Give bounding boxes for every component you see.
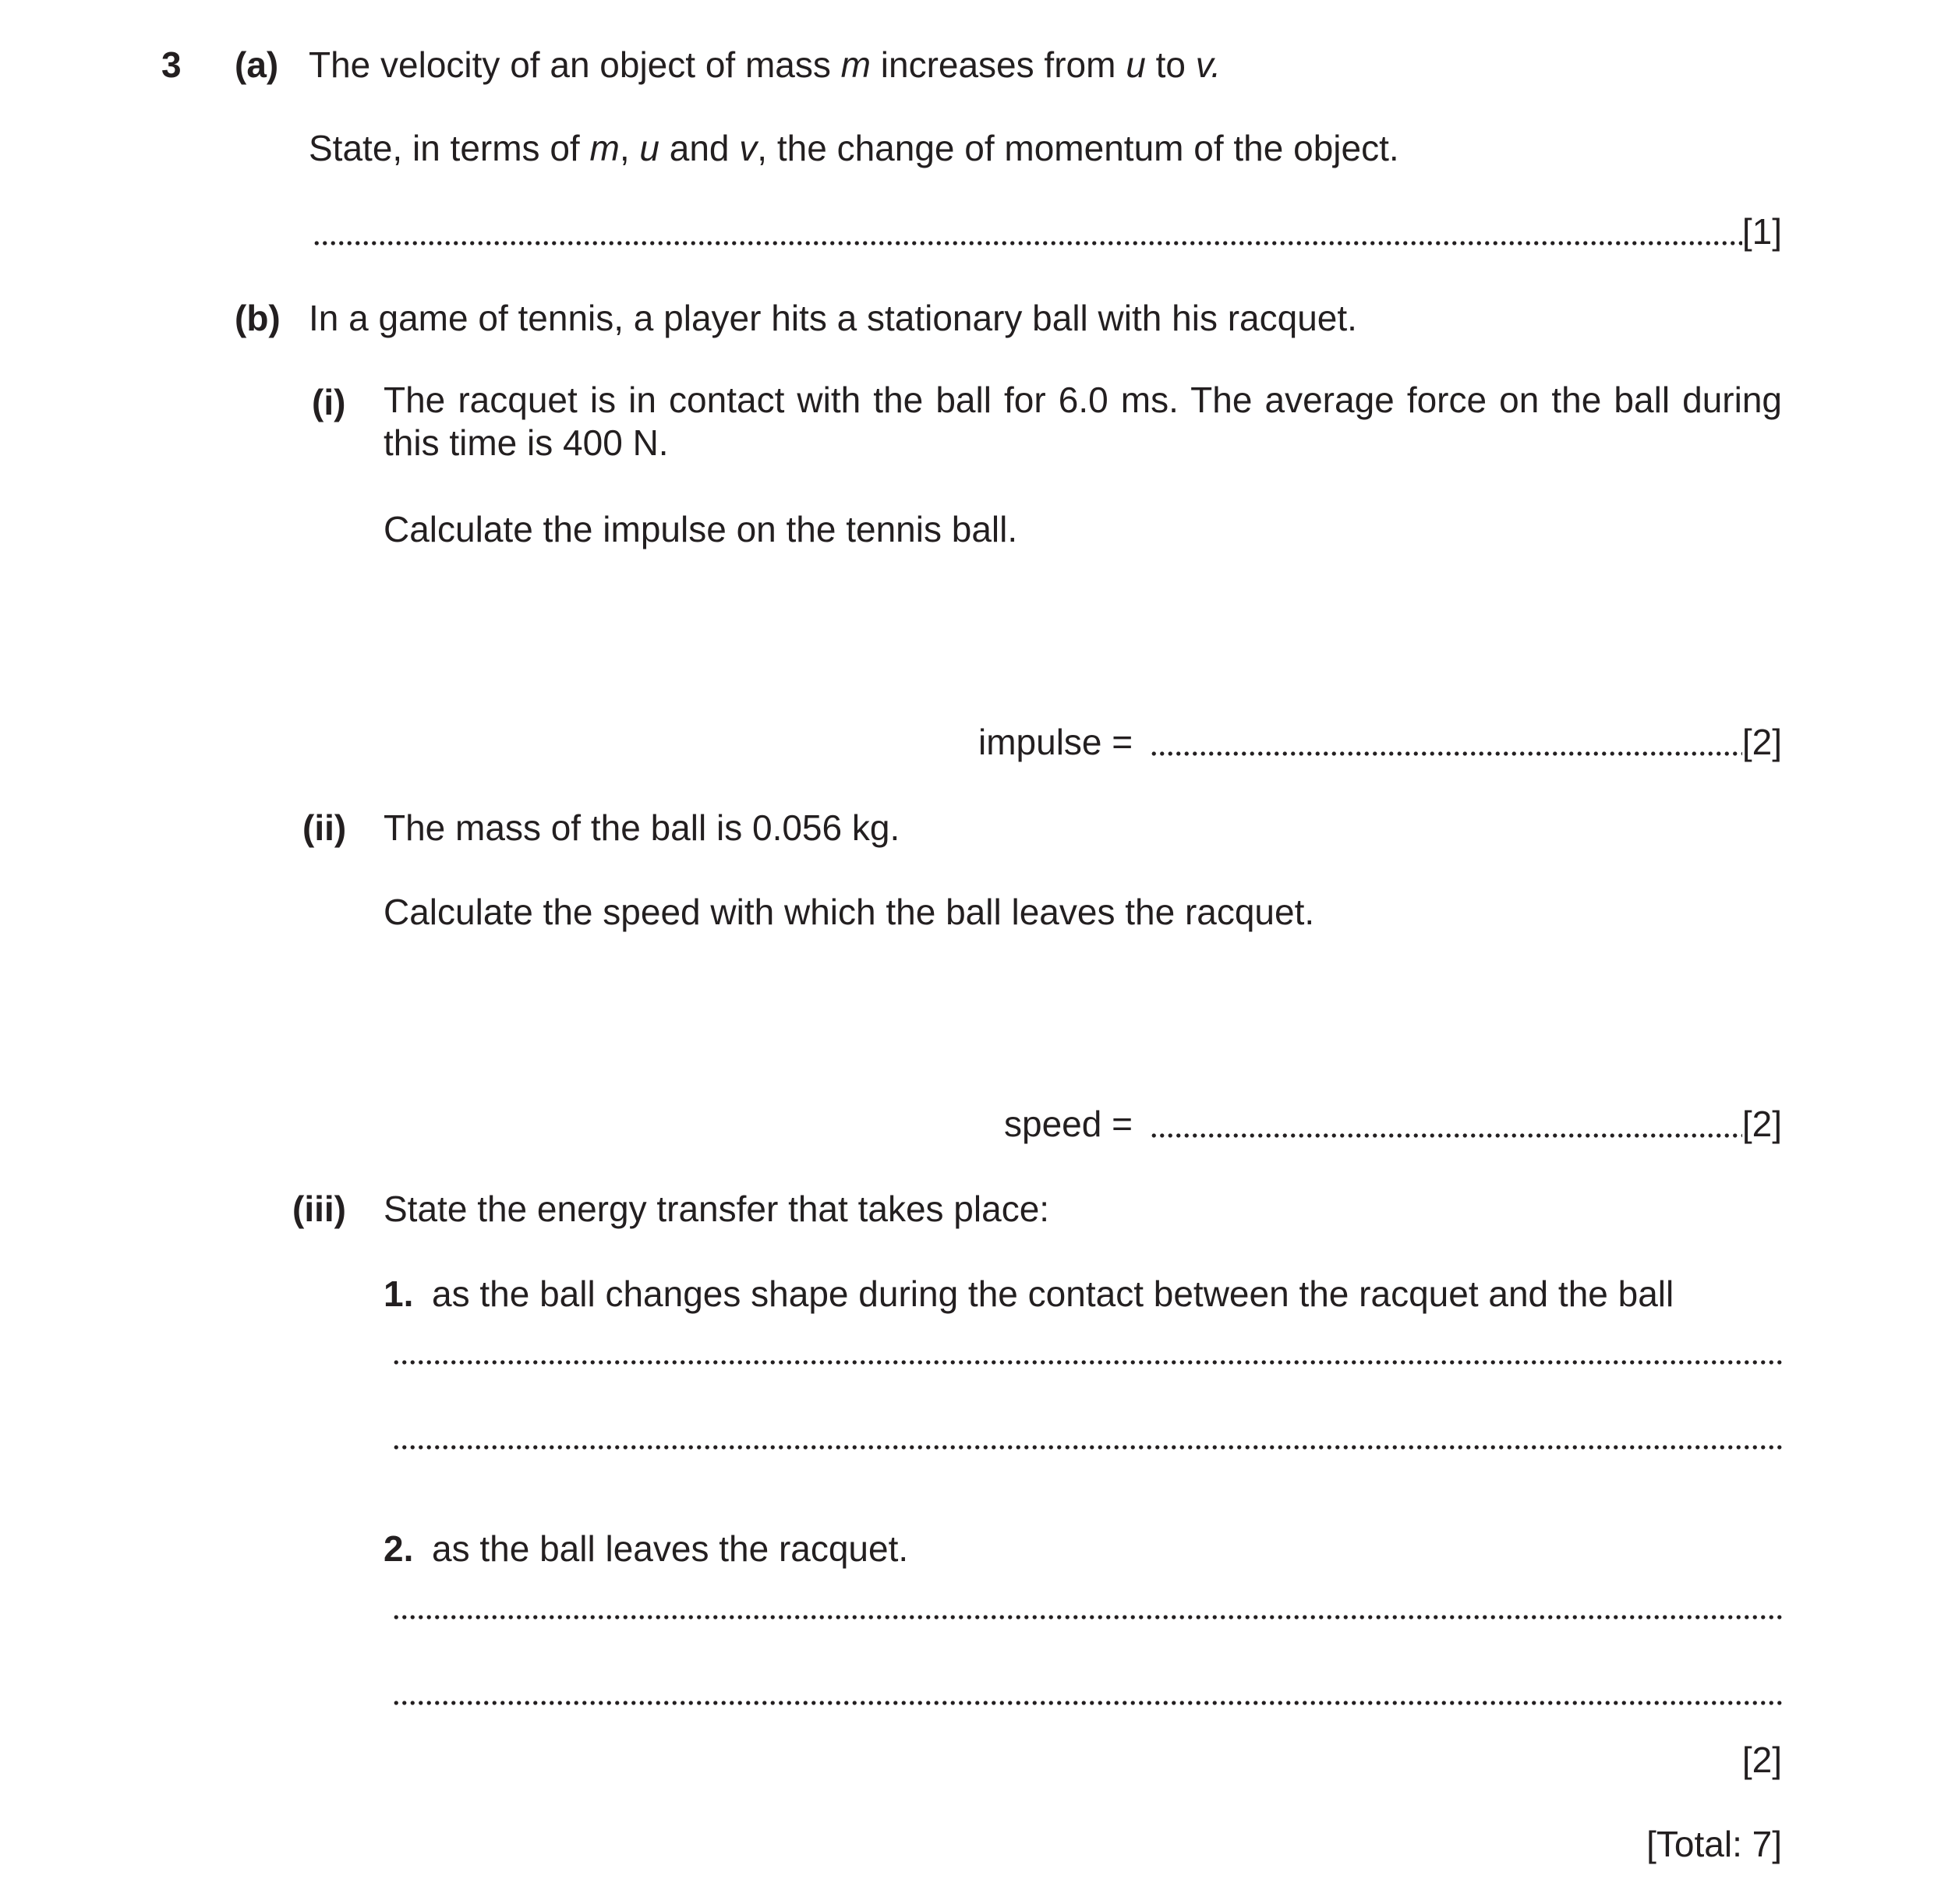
- question-number: 3: [161, 44, 182, 85]
- item-1-text: as the ball changes shape during the contact between the racquet and the ball: [432, 1273, 1674, 1314]
- answer-dots[interactable]: [392, 1358, 1782, 1366]
- sub-i-label: (i): [312, 382, 346, 422]
- item-2-number: 2.: [384, 1528, 414, 1569]
- answer-dots[interactable]: [392, 1443, 1782, 1451]
- part-a-instr-text-2: ,: [619, 128, 640, 168]
- part-a-stem: [309, 44, 1222, 85]
- item-2-text: as the ball leaves the racquet.: [432, 1528, 909, 1569]
- part-b-stem: In a game of tennis, a player hits a stationary ball with his racquet.: [309, 298, 1357, 338]
- instr-var-u: u: [639, 128, 659, 168]
- answer-dots[interactable]: [1150, 1132, 1742, 1139]
- part-b-label: (b): [235, 298, 281, 338]
- answer-dots[interactable]: [1150, 750, 1742, 758]
- instr-var-v: v: [739, 128, 758, 168]
- part-a-mark: [1]: [1741, 211, 1782, 252]
- part-a-stem-text-2: increases from: [870, 44, 1126, 85]
- part-a-stem-text-3: to: [1145, 44, 1196, 85]
- part-a-answer-line[interactable]: [313, 211, 1782, 252]
- instr-var-m: m: [589, 128, 620, 168]
- var-v: v.: [1195, 44, 1222, 85]
- part-a-instr-text-4: , the change of momentum of the object.: [757, 128, 1399, 168]
- item-2-answer-line-1[interactable]: [392, 1613, 1782, 1623]
- sub-i-text: The racquet is in contact with the ball for 6.0 ms. The average force on the ball during this time is 400 N.: [384, 380, 1782, 463]
- impulse-answer-line[interactable]: [978, 724, 1782, 760]
- sub-ii-instruction: Calculate the speed with which the ball leaves the racquet.: [384, 892, 1315, 932]
- sub-ii-text: The mass of the ball is 0.056 kg.: [384, 807, 900, 848]
- part-a-stem-text-1: The velocity of an object of mass: [309, 44, 841, 85]
- part-a-instruction: [309, 130, 1399, 166]
- item-1-answer-line-1[interactable]: [392, 1358, 1782, 1369]
- var-u: u: [1126, 44, 1146, 85]
- sub-iii-label: (iii): [292, 1189, 346, 1229]
- item-1-number: 1.: [384, 1273, 414, 1314]
- part-a-instr-text-1: State, in terms of: [309, 128, 590, 168]
- sub-ii-mark: [2]: [1741, 1104, 1782, 1144]
- part-a-label: (a): [235, 44, 279, 85]
- answer-dots[interactable]: [313, 239, 1742, 247]
- speed-label: speed =: [1004, 1104, 1133, 1144]
- sub-i-mark: [2]: [1741, 722, 1782, 762]
- part-a-instr-text-3: and: [659, 128, 740, 168]
- sub-iii-mark: [2]: [1741, 1740, 1782, 1780]
- sub-iii-text: State the energy transfer that takes place:: [384, 1189, 1050, 1229]
- answer-dots[interactable]: [392, 1613, 1782, 1621]
- item-2-answer-line-2[interactable]: [392, 1699, 1782, 1709]
- question-total: [Total: 7]: [1646, 1824, 1782, 1864]
- var-m: m: [840, 44, 871, 85]
- speed-answer-line[interactable]: [1004, 1106, 1782, 1142]
- sub-ii-label: (ii): [302, 807, 347, 848]
- impulse-label: impulse =: [978, 722, 1133, 762]
- sub-i-instruction: Calculate the impulse on the tennis ball.: [384, 509, 1018, 549]
- item-1-answer-line-2[interactable]: [392, 1443, 1782, 1454]
- answer-dots[interactable]: [392, 1699, 1782, 1707]
